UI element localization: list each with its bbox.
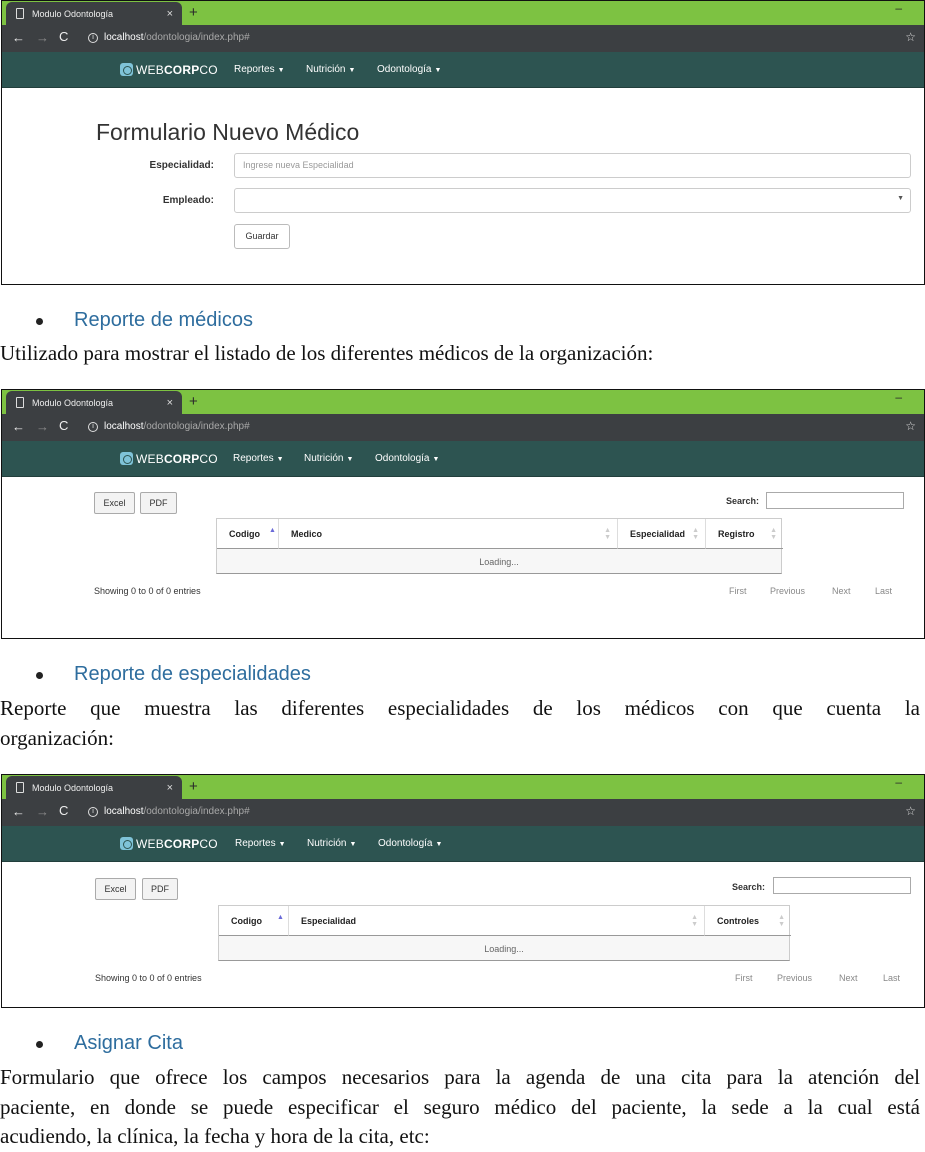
reload-icon[interactable]: C [59, 803, 69, 818]
section-paragraph-reporte-especialidades [0, 694, 920, 753]
sort-icon: ▲ ▼ [691, 914, 698, 928]
screenshot-reporte-medicos [1, 389, 925, 639]
tab-title: Modulo Odontología [32, 783, 114, 793]
pagination-first[interactable]: First [735, 973, 753, 983]
caret-down-icon: ▼ [434, 67, 442, 74]
sort-asc-icon: ▲ [269, 527, 276, 534]
bookmark-star-icon[interactable]: ☆ [905, 30, 916, 44]
sort-icon: ▲ ▼ [770, 527, 777, 541]
loading-row: Loading... [217, 549, 781, 573]
column-header-controles[interactable] [705, 906, 791, 936]
paragraph-line: acudiendo, la clínica, la fecha y hora de la cita, etc: [0, 1124, 430, 1148]
column-label: Medico [291, 529, 323, 539]
logo-icon [120, 837, 133, 850]
chevron-down-icon: ▼ [897, 195, 904, 202]
column-header-medico[interactable] [279, 519, 618, 549]
page-icon [16, 397, 24, 408]
screenshot-nuevo-medico [1, 0, 925, 285]
brand-part1: WEB [136, 837, 164, 851]
url-path: /odontologia/index.php# [143, 806, 250, 817]
menu-reportes[interactable] [234, 64, 285, 75]
new-tab-icon[interactable]: + [189, 393, 198, 410]
menu-reportes[interactable] [233, 453, 284, 464]
tab-title: Modulo Odontología [32, 398, 114, 408]
back-icon[interactable]: ← [12, 804, 25, 819]
loading-row: Loading... [219, 936, 789, 960]
bookmark-star-icon[interactable]: ☆ [905, 419, 916, 433]
url-field[interactable] [104, 32, 250, 43]
menu-odontologia[interactable] [375, 453, 439, 464]
column-label: Especialidad [630, 529, 686, 539]
app-navbar [2, 441, 924, 477]
sort-icon: ▲ ▼ [778, 914, 785, 928]
section-heading-asignar-cita: Asignar Cita [74, 1032, 183, 1054]
browser-tab[interactable] [6, 391, 182, 415]
sort-icon: ▲ ▼ [604, 527, 611, 541]
url-host: localhost [104, 32, 144, 43]
especialidades-table [218, 905, 790, 961]
address-bar [2, 25, 924, 52]
medicos-table [216, 518, 782, 574]
caret-down-icon: ▼ [435, 841, 443, 848]
menu-label: Reportes [235, 838, 276, 849]
brand-part2: CORP [163, 452, 200, 466]
menu-nutricion[interactable] [307, 838, 356, 849]
caret-down-icon: ▼ [278, 841, 286, 848]
logo-icon [120, 452, 133, 465]
brand-part2: CORP [163, 63, 200, 77]
pagination-next[interactable]: Next [839, 973, 858, 983]
save-button[interactable]: Guardar [234, 224, 290, 249]
tab-title: Modulo Odontología [32, 9, 114, 19]
browser-tabbar [2, 390, 924, 414]
pagination-previous[interactable]: Previous [777, 973, 813, 983]
brand-logo[interactable] [120, 63, 218, 77]
search-label: Search: [732, 882, 766, 892]
close-icon[interactable]: × [166, 8, 173, 20]
empleado-label: Empleado: [162, 195, 214, 206]
table-info: Showing 0 to 0 of 0 entries [94, 586, 201, 596]
forward-icon[interactable]: → [36, 804, 49, 819]
back-icon[interactable]: ← [12, 419, 25, 434]
caret-down-icon: ▼ [346, 456, 354, 463]
pdf-button[interactable]: PDF [142, 878, 178, 900]
reload-icon[interactable]: C [59, 418, 69, 433]
column-header-especialidad[interactable] [289, 906, 705, 936]
column-label: Controles [717, 916, 760, 926]
close-icon[interactable]: × [166, 397, 173, 409]
forward-icon[interactable]: → [36, 30, 49, 45]
bookmark-star-icon[interactable]: ☆ [905, 804, 916, 818]
especialidad-label: Especialidad: [149, 160, 214, 171]
menu-label: Nutrición [307, 838, 347, 849]
info-icon[interactable]: i [88, 807, 98, 817]
browser-tabbar [2, 775, 924, 799]
browser-tabbar [2, 1, 924, 25]
brand-part3: CO [199, 452, 218, 466]
page-icon [16, 782, 24, 793]
url-path: /odontologia/index.php# [143, 32, 250, 43]
column-label: Registro [718, 529, 755, 539]
section-heading-reporte-medicos: Reporte de médicos [74, 309, 253, 331]
info-icon[interactable]: i [88, 33, 98, 43]
app-navbar [2, 826, 924, 862]
bullet-icon [36, 318, 43, 325]
caret-down-icon: ▼ [277, 67, 285, 74]
menu-label: Nutrición [306, 64, 346, 75]
new-tab-icon[interactable]: + [189, 778, 198, 795]
paragraph-line: paciente, en donde se puede especificar el seguro médico del paciente, la sede a la cual está [0, 1094, 920, 1119]
brand-part2: CORP [163, 837, 200, 851]
excel-button[interactable]: Excel [95, 878, 136, 900]
pagination-last[interactable]: Last [875, 586, 893, 596]
search-input[interactable] [766, 492, 904, 509]
column-label: Codigo [231, 916, 262, 926]
brand-part3: CO [199, 63, 218, 77]
page-icon [16, 8, 24, 19]
caret-down-icon: ▼ [276, 456, 284, 463]
sort-icon: ▲ ▼ [692, 527, 699, 541]
caret-down-icon: ▼ [349, 841, 357, 848]
new-tab-icon[interactable]: + [189, 4, 198, 21]
address-bar [2, 414, 924, 441]
column-header-codigo[interactable] [219, 906, 289, 936]
caret-down-icon: ▼ [432, 456, 440, 463]
section-paragraph-asignar-cita [0, 1063, 920, 1152]
menu-label: Reportes [233, 453, 274, 464]
pagination-previous[interactable]: Previous [770, 586, 806, 596]
url-field[interactable] [104, 806, 250, 817]
menu-label: Odontología [378, 838, 433, 849]
url-host: localhost [104, 421, 144, 432]
url-field[interactable] [104, 421, 250, 432]
pagination-next[interactable]: Next [832, 586, 851, 596]
menu-label: Nutrición [304, 453, 344, 464]
pagination-first[interactable]: First [729, 586, 747, 596]
menu-label: Odontología [375, 453, 430, 464]
section-paragraph-reporte-medicos: Utilizado para mostrar el listado de los diferentes médicos de la organización: [0, 341, 654, 365]
brand-part3: CO [199, 837, 218, 851]
close-icon[interactable]: × [166, 782, 173, 794]
pagination-last[interactable]: Last [883, 973, 901, 983]
table-info: Showing 0 to 0 of 0 entries [95, 973, 202, 983]
menu-nutricion[interactable] [304, 453, 353, 464]
caret-down-icon: ▼ [348, 67, 356, 74]
empleado-select[interactable] [234, 188, 911, 213]
paragraph-line: organización: [0, 725, 114, 750]
menu-label: Reportes [234, 64, 275, 75]
section-heading-reporte-especialidades: Reporte de especialidades [74, 663, 311, 685]
column-label: Codigo [229, 529, 260, 539]
bullet-icon [36, 672, 43, 679]
menu-label: Odontología [377, 64, 432, 75]
browser-tab[interactable] [6, 2, 182, 26]
menu-odontologia[interactable] [377, 64, 441, 75]
logo-icon [120, 63, 133, 76]
back-icon[interactable]: ← [12, 30, 25, 45]
minimize-icon[interactable]: – [895, 1, 902, 15]
menu-nutricion[interactable] [306, 64, 355, 75]
url-path: /odontologia/index.php# [143, 421, 250, 432]
column-header-registro[interactable] [706, 519, 783, 549]
form-title: Formulario Nuevo Médico [96, 119, 360, 145]
forward-icon[interactable]: → [36, 419, 49, 434]
app-navbar [2, 52, 924, 88]
sort-asc-icon: ▲ [277, 914, 284, 921]
brand-part1: WEB [136, 63, 164, 77]
brand-logo[interactable] [120, 837, 218, 851]
brand-part1: WEB [136, 452, 164, 466]
reload-icon[interactable]: C [59, 29, 69, 44]
paragraph-line: Reporte que muestra las diferentes especialidades de los médicos con que cuenta la [0, 696, 920, 720]
minimize-icon[interactable]: – [895, 775, 902, 789]
browser-tab[interactable] [6, 776, 182, 800]
menu-reportes[interactable] [235, 838, 286, 849]
bullet-icon [36, 1041, 43, 1048]
column-header-especialidad[interactable] [618, 519, 706, 549]
column-label: Especialidad [301, 916, 357, 926]
minimize-icon[interactable]: – [895, 390, 902, 404]
paragraph-line: Formulario que ofrece los campos necesarios para la agenda de una cita para la atención del [0, 1065, 920, 1089]
brand-logo[interactable] [120, 452, 218, 466]
menu-odontologia[interactable] [378, 838, 442, 849]
search-label: Search: [726, 496, 760, 506]
screenshot-reporte-especialidades [1, 774, 925, 1008]
page-content [2, 863, 924, 1007]
excel-button[interactable]: Excel [94, 492, 135, 514]
page-content [2, 89, 924, 284]
especialidad-input[interactable]: Ingrese nueva Especialidad [234, 153, 911, 178]
url-host: localhost [104, 806, 144, 817]
page-content [2, 478, 924, 638]
pdf-button[interactable]: PDF [140, 492, 177, 514]
search-input[interactable] [773, 877, 911, 894]
column-header-codigo[interactable] [217, 519, 279, 549]
address-bar [2, 799, 924, 826]
info-icon[interactable]: i [88, 422, 98, 432]
